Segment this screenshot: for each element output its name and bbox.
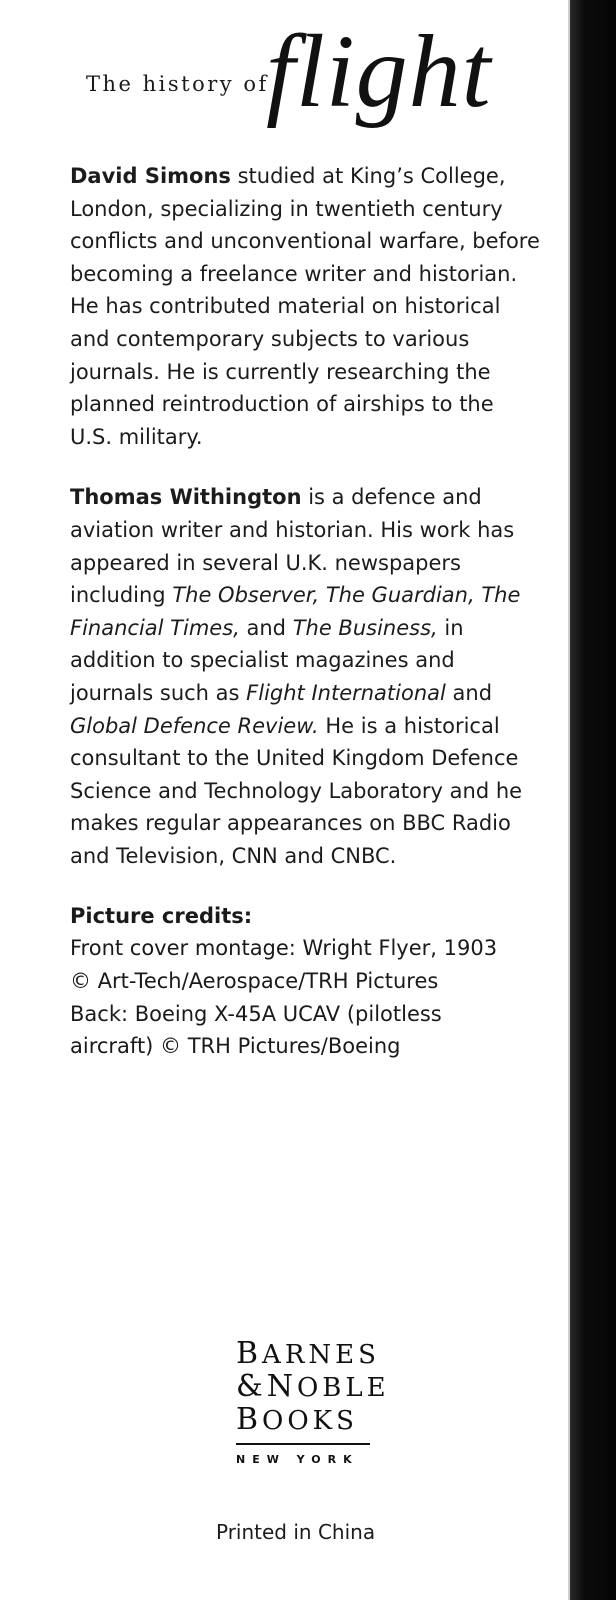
publisher-rule [236, 1443, 370, 1445]
credits-line: Front cover montage: Wright Flyer, 1903 [70, 936, 498, 961]
publisher-logo [236, 1336, 390, 1466]
book-spine-edge [570, 0, 616, 1600]
credits-heading: Picture credits: [70, 904, 253, 929]
publisher-initial: &N [236, 1369, 297, 1404]
bio-thomas-withington [70, 481, 540, 872]
printed-in-note: Printed in China [216, 1520, 376, 1544]
bio-text: He is a historical consultant to the United Kingdom Defence Science and Technology Laboratory and he makes regular appearances on BBC Radio and Television, CNN and CNBC. [70, 713, 523, 868]
publisher-line-noble [236, 1369, 390, 1404]
bio-text: is a defence and aviation writer and historian. His work has appeared in several U.K. newspapers including [70, 485, 515, 608]
publisher-line-barnes [236, 1336, 380, 1371]
publication-name: Flight International [246, 680, 446, 705]
credits-line: aircraft) © TRH Pictures/Boeing [70, 1034, 401, 1059]
author-name: Thomas Withington [70, 485, 302, 510]
publisher-initial: B [236, 1402, 263, 1437]
publication-name: Global Defence Review. [70, 713, 319, 738]
credits-line: © Art-Tech/Aerospace/TRH Pictures [70, 969, 439, 994]
bio-text: studied at King’s College, London, specializing in twentieth century conflicts and unconventional warfare, before becoming a freelance writer and historian. He has contributed material on historical and contemporary subjects to various journals. He is currently researching the planned reintroduction of airships to the U.S. military. [70, 164, 540, 449]
picture-credits [70, 900, 540, 1062]
title-main: flight [266, 14, 492, 129]
publication-name: The Observer, The Guardian, The Financial Times, [70, 583, 521, 640]
publisher-city: NEW YORK [236, 1453, 359, 1466]
author-name: David Simons [70, 164, 231, 188]
author-bios [70, 160, 540, 1063]
bio-text: in addition to specialist magazines and journals such as [70, 615, 464, 705]
publication-name: The Business, [292, 615, 438, 640]
title-prefix: The history of [86, 72, 269, 96]
publisher-initial: B [236, 1336, 263, 1371]
publisher-word: OOKS [262, 1406, 358, 1436]
bio-text: and [239, 615, 293, 640]
bio-david-simons [70, 160, 540, 453]
credits-line: Back: Boeing X-45A UCAV (pilotless [70, 1001, 442, 1026]
publisher-word: OBLE [296, 1373, 390, 1403]
publisher-word: ARNES [262, 1340, 380, 1370]
bio-text: and [445, 680, 493, 705]
book-title [86, 14, 526, 148]
publisher-line-books [236, 1404, 376, 1437]
